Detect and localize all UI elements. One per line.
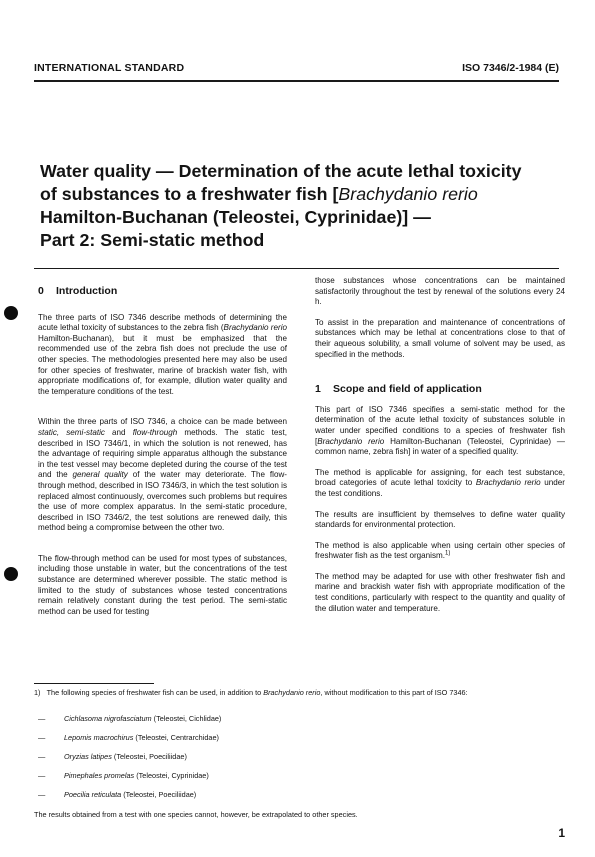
document-title — [40, 160, 560, 252]
species-list-item: — Pimephales promelas (Teleostei, Cyprinidae) — [38, 771, 209, 780]
section-heading-introduction: 0 Introduction — [38, 285, 118, 297]
intro-paragraph-5: To assist in the preparation and maintenance of concentrations of substances which may be lethal at concentrations close to that of their aqueous solubility, a small volume of solvent may be used, as specified in the methods. — [315, 317, 565, 359]
species-list-item: — Cichlasoma nigrofasciatum (Teleostei, Cichlidae) — [38, 714, 222, 723]
footnote-rule — [34, 683, 154, 684]
species-list-item: — Lepomis macrochirus (Teleostei, Centrarchidae) — [38, 733, 219, 742]
intro-paragraph-1: The three parts of ISO 7346 describe methods of determining the acute lethal toxicity of substances to the zebra fish (Brachydanio rerio Hamilton-Buchanan), but it must be emphasized that the recommended use of the zebra fish does not preclude the use of other species. The methodologies presented here may also be used for other species of freshwater, marine of brackish water fish, with appropriate modifications of, for example, dilution water quality and the temperature conditions of the test. — [38, 312, 288, 396]
title-line-2: of substances to a freshwater fish [Brachydanio rerio — [40, 184, 478, 204]
binding-hole-bottom — [4, 567, 18, 581]
footnotes — [34, 688, 564, 819]
footnote-1: 1) The following species of freshwater fish can be used, in addition to Brachydanio rerio, without modification to this part of ISO 7346: — [34, 688, 468, 697]
standard-number: ISO 7346/2-1984 (E) — [462, 62, 559, 74]
title-species-italic: Brachydanio rerio — [338, 184, 478, 204]
title-line-4: Part 2: Semi-static method — [40, 230, 265, 250]
document-type: INTERNATIONAL STANDARD — [34, 62, 185, 74]
running-header — [34, 60, 559, 82]
left-column — [38, 276, 287, 617]
footnote-closing: The results obtained from a test with one species cannot, however, be extrapolated to other species. — [34, 810, 358, 819]
page-number: 1 — [558, 826, 565, 840]
scope-paragraph-2: The method is applicable for assigning, for each test substance, broad categories of acute lethal toxicity to Brachydanio rerio under the test conditions. — [315, 467, 566, 498]
scope-paragraph-1: This part of ISO 7346 specifies a semi-static method for the determination of the acute lethal toxicity of substances soluble in water under specified conditions to a species of freshwater fish [Brachydanio rerio Hamilton-Buchanan (Teleostei, Cyprinidae) — common name, zebra fish] in water of a specified quality. — [315, 404, 565, 457]
intro-paragraph-2: Within the three parts of ISO 7346, a choice can be made between static, semi-static and flow-through methods. The static test, described in ISO 7346/1, in which the solution is not renewed, has the advantage of requiring simple apparatus although the substance in the test vessel may become depleted during the course of the test and the general quality of the water may deteriorate. The flow-through method, described in ISO 7346/3, in which the test solution is replaced almost continuously, overcomes such problems but requires the use of more complex apparatus. In the semi-static procedure, described in ISO 7346/2, the test solutions are renewed daily, this method being a compromise between the other two. — [38, 417, 287, 533]
intro-paragraph-4: those substances whose concentrations can be maintained satisfactorily throughout the test by renewal of the solutions every 24 h. — [315, 276, 565, 307]
title-line-1: Water quality — Determination of the acute lethal toxicity — [40, 161, 522, 181]
title-line-3: Hamilton-Buchanan (Teleostei, Cyprinidae)] — — [40, 207, 431, 227]
binding-hole-top — [4, 306, 18, 320]
species-list-item: — Oryzias latipes (Teleostei, Poeciliidae) — [38, 752, 187, 761]
right-column — [315, 276, 565, 614]
scope-paragraph-3: The results are insufficient by themselves to define water quality standards for environmental protection. — [315, 509, 565, 530]
title-rule — [34, 268, 559, 269]
scope-paragraph-4: The method is also applicable when using certain other species of freshwater fish as the test organism.$^{1)}$ — [315, 540, 565, 561]
footnote-reference[interactable]: 1) — [445, 550, 451, 557]
scope-paragraph-5: The method may be adapted for use with other freshwater fish and marine and brackish water fish with appropriate modification of the test conditions, particularly with respect to the quantity and quality of the dilution water and temperature. — [315, 571, 565, 613]
header-rule — [34, 80, 559, 82]
species-list-item: — Poecilia reticulata (Teleostei, Poeciliidae) — [38, 790, 197, 799]
section-heading-scope: 1 Scope and field of application — [315, 383, 482, 396]
intro-paragraph-3: The flow-through method can be used for most types of substances, including those unstable in water, but the concentrations of the test substance are determined wherever possible. The static method is limited to the study of substances whose tested concentrations remain relatively constant during the test period. The semi-static method can be used for testing — [38, 553, 287, 616]
